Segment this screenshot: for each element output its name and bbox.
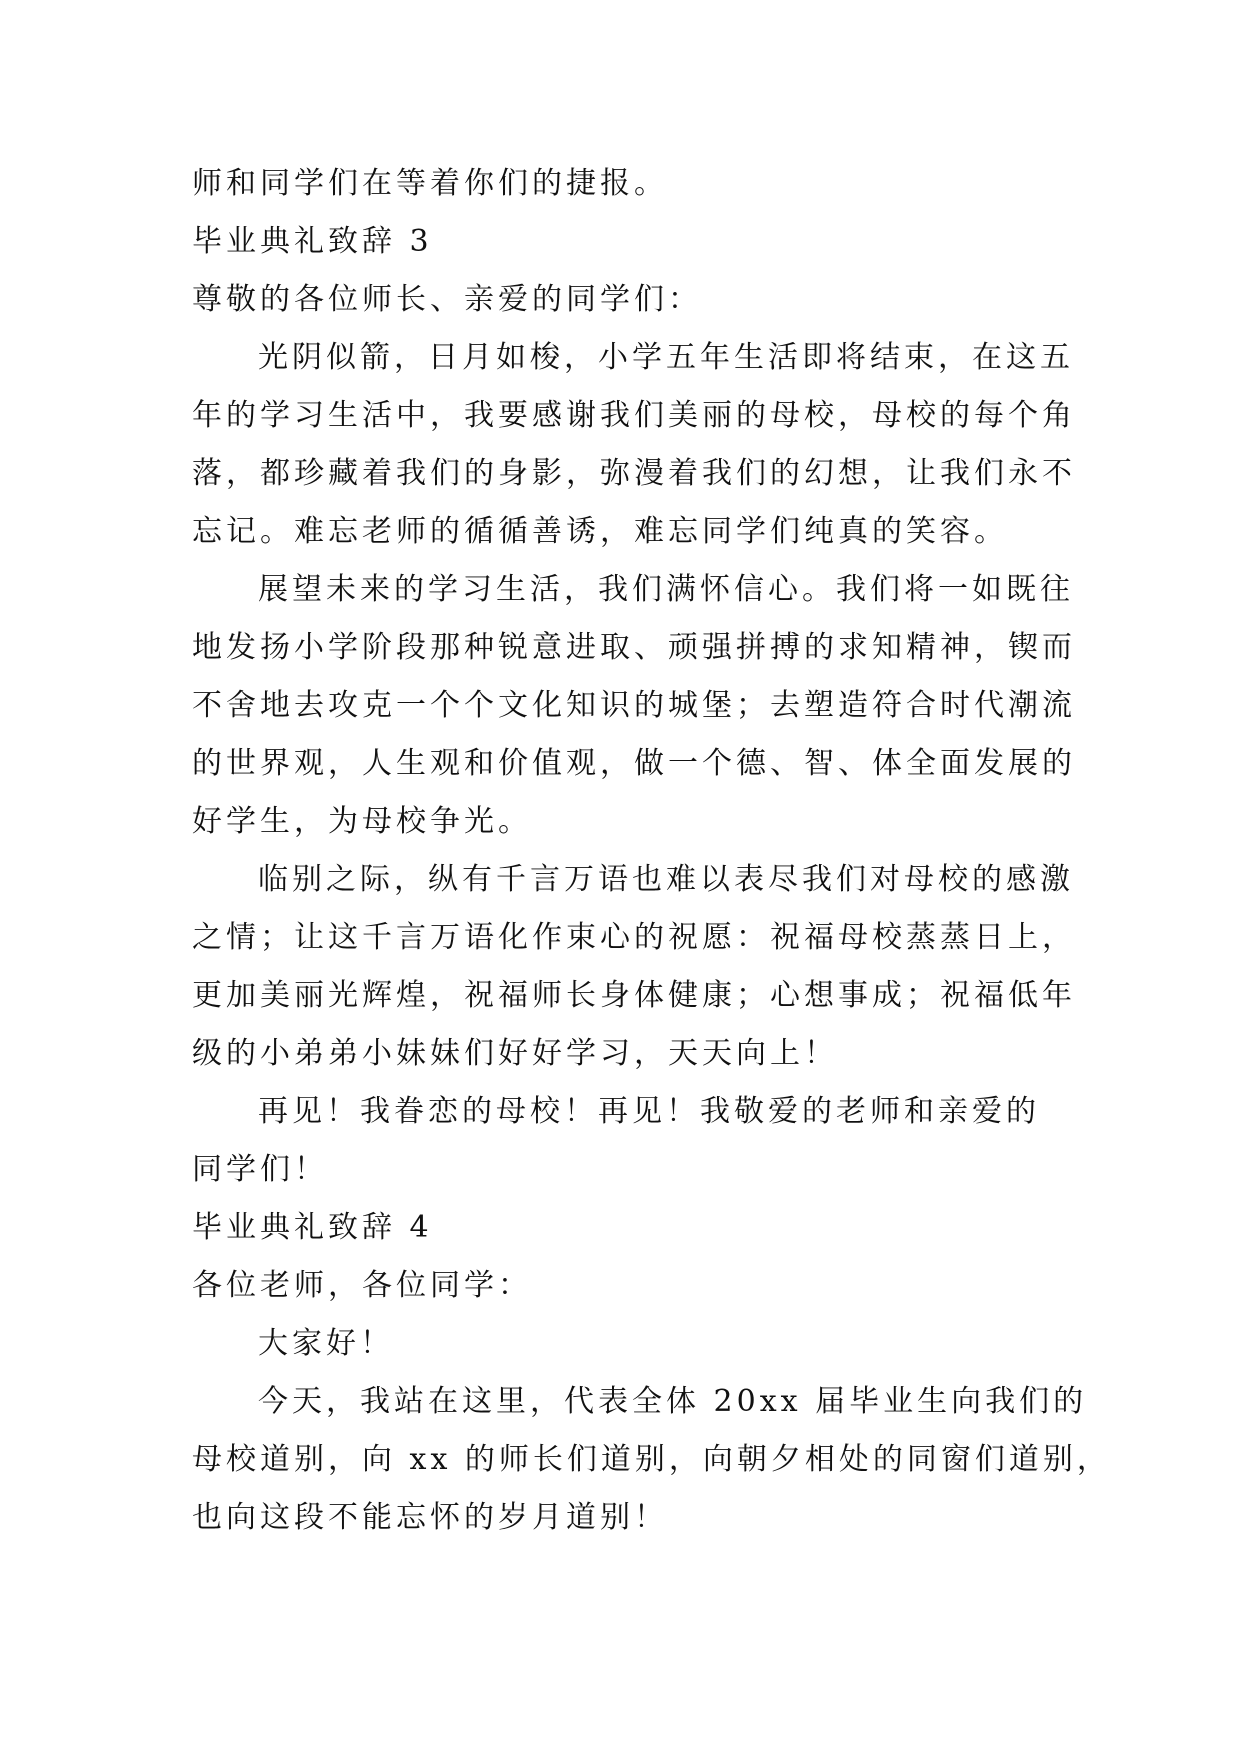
document-page [192, 155, 1111, 1547]
greeting: 大家好！ [258, 1326, 394, 1361]
paragraph-line: 地发扬小学阶段那种锐意进取、顽强拼搏的求知精神，锲而 [192, 630, 1076, 665]
paragraph-line: 临别之际，纵有千言万语也难以表尽我们对母校的感激 [258, 862, 1074, 897]
paragraph-line: 好学生，为母校争光。 [192, 804, 532, 839]
paragraph-line: 级的小弟弟小妹妹们好好学习，天天向上！ [192, 1036, 838, 1071]
paragraph-line: 今天，我站在这里，代表全体 20xx 届毕业生向我们的 [258, 1384, 1088, 1419]
paragraph-line: 更加美丽光辉煌，祝福师长身体健康；心想事成；祝福低年 [192, 978, 1076, 1013]
paragraph-line: 落，都珍藏着我们的身影，弥漫着我们的幻想，让我们永不 [192, 456, 1076, 491]
section-heading: 毕业典礼致辞 4 [192, 1210, 433, 1245]
paragraph-line: 的世界观，人生观和价值观，做一个德、智、体全面发展的 [192, 746, 1076, 781]
paragraph-line: 忘记。难忘老师的循循善诱，难忘同学们纯真的笑容。 [192, 514, 1008, 549]
section-heading: 毕业典礼致辞 3 [192, 224, 433, 259]
paragraph-line: 母校道别，向 xx 的师长们道别，向朝夕相处的同窗们道别， [192, 1442, 1111, 1477]
paragraph-line: 不舍地去攻克一个个文化知识的城堡；去塑造符合时代潮流 [192, 688, 1076, 723]
salutation: 尊敬的各位师长、亲爱的同学们： [192, 282, 702, 317]
paragraph-line: 再见！我眷恋的母校！再见！我敬爱的老师和亲爱的 [258, 1094, 1040, 1129]
paragraph-line: 年的学习生活中，我要感谢我们美丽的母校，母校的每个角 [192, 398, 1076, 433]
paragraph-line: 展望未来的学习生活，我们满怀信心。我们将一如既往 [258, 572, 1074, 607]
salutation: 各位老师，各位同学： [192, 1268, 532, 1303]
paragraph-line: 之情；让这千言万语化作束心的祝愿：祝福母校蒸蒸日上， [192, 920, 1076, 955]
paragraph-line: 同学们！ [192, 1152, 328, 1187]
paragraph-line: 光阴似箭，日月如梭，小学五年生活即将结束，在这五 [258, 340, 1074, 375]
paragraph-line: 也向这段不能忘怀的岁月道别！ [192, 1500, 668, 1535]
paragraph-line: 师和同学们在等着你们的捷报。 [192, 166, 668, 201]
